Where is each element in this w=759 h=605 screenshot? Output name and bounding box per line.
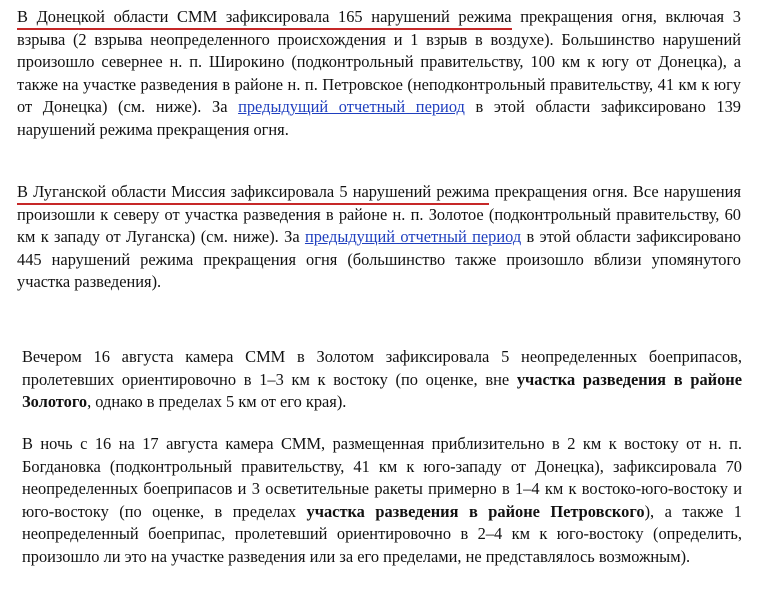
bohdanivka-text-b: ), а также 1 неопределенный боеприпас, пролетевший ориентировочно в 2–4 км к юго-востоку (определить, произошло ли это на участке разведения или за его пределами, не представлялось возможным). <box>22 501 742 566</box>
donetsk-highlight-lead: В Донецкой области СММ зафиксировала 165 нарушений режима <box>17 7 512 26</box>
zolote-text-b: , однако в пределах 5 км от его края). <box>87 392 347 412</box>
donetsk-text-a: прекращения огня, включая 3 взрыва (2 взрыва неопределенного происхождения и 1 взрыв в воздухе). Большинство нарушений произошло севернее н. п. Широкино (подконтрольный правительству, 100 км к югу от Донецка), а также на участке разведения в районе н. п. Петровское (неподконтрольный правительству, 41 км к югу от Донецка) (см. ниже). За <box>17 7 741 117</box>
zolote-text-a: Вечером 16 августа камера СММ в Золотом зафиксировала 5 неопределенных боеприпасов, пролетевших ориентировочно в 1–3 км к востоку (по оценке, вне <box>22 347 742 389</box>
paragraph-bohdanivka <box>22 433 742 569</box>
luhansk-text-b: в этой области зафиксировано 445 нарушений режима прекращения огня (большинство также произошло вблизи упомянутого участка разведения). <box>17 227 741 292</box>
paragraph-zolote <box>22 346 742 414</box>
zolote-disengagement-area: участка разведения в районе Золотого <box>22 369 742 412</box>
luhansk-previous-period-link[interactable]: предыдущий отчетный период <box>304 227 522 247</box>
paragraph-luhansk <box>17 181 741 294</box>
petrivske-disengagement-area: участка разведения в районе Петровского <box>306 501 645 521</box>
donetsk-text-b: в этой области зафиксировано 139 нарушений режима прекращения огня. <box>17 97 741 139</box>
luhansk-highlight-lead: В Луганской области Миссия зафиксировала 5 нарушений режима <box>17 182 490 201</box>
donetsk-previous-period-link[interactable]: предыдущий отчетный период <box>238 97 465 117</box>
paragraph-donetsk <box>17 6 741 142</box>
luhansk-text-a: прекращения огня. Все нарушения произошли к северу от участка разведения в районе н. п. Золотое (подконтрольный правительству, 60 км к западу от Луганска) (см. ниже). За <box>17 182 741 247</box>
bohdanivka-text-a: В ночь с 16 на 17 августа камера СММ, размещенная приблизительно в 2 км к востоку от н. п. Богдановка (подконтрольный правительству, 41 км к юго-западу от Донецка), зафиксировала 70 неопределенных боеприпасов и 3 осветительные ракеты примерно в 1–4 км к востоко-юго-востоку и юго-востоку (по оценке, в пределах <box>22 434 742 521</box>
